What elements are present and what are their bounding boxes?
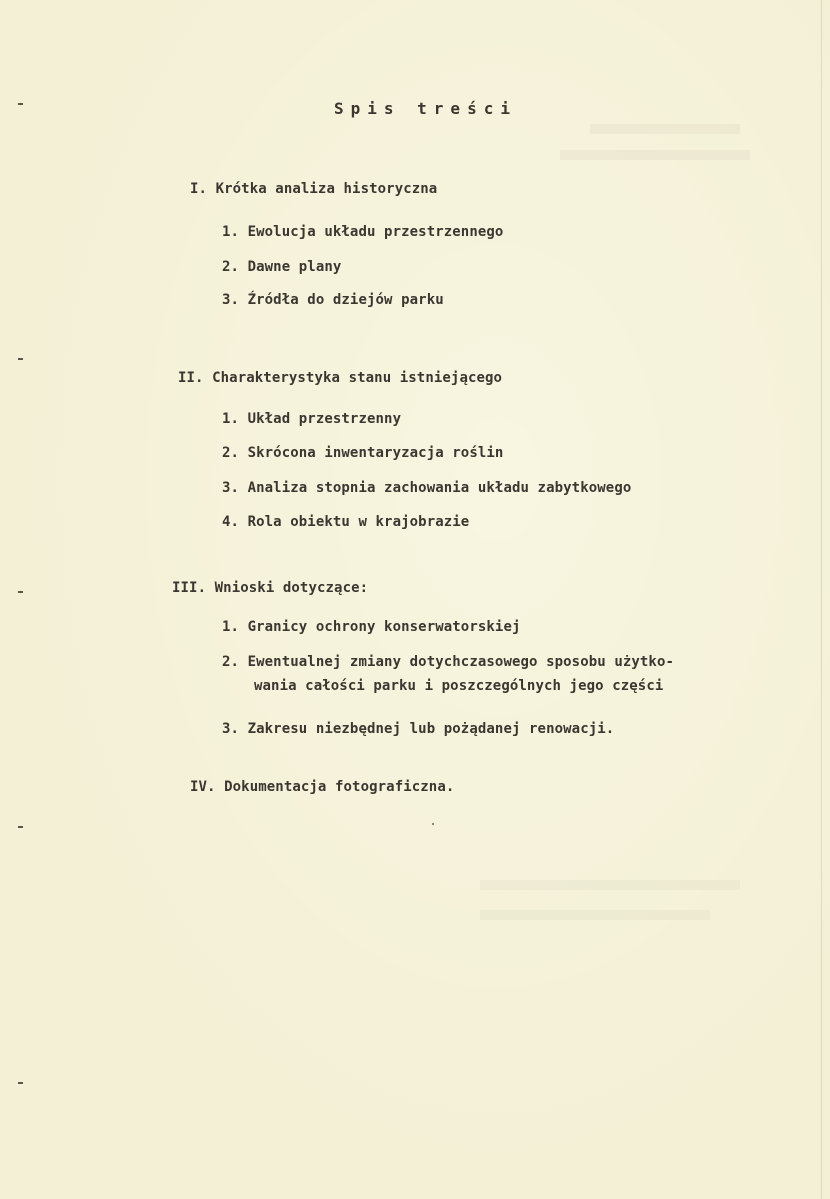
list-item: 1. Układ przestrzenny (222, 411, 402, 427)
show-through-smudge (590, 124, 740, 134)
section-heading: II. Charakterystyka stanu istniejącego (178, 370, 503, 386)
show-through-smudge (560, 150, 750, 160)
margin-mark (18, 826, 23, 828)
list-item: 1. Granicy ochrony konserwatorskiej (222, 619, 521, 635)
list-item: 2. Ewentualnej zmiany dotychczasowego sposobu użytko- (222, 654, 675, 670)
section-heading: IV. Dokumentacja fotograficzna. (190, 779, 455, 795)
page-edge (821, 0, 822, 1199)
page-title: Spis treści (334, 99, 517, 118)
speck (432, 823, 434, 825)
margin-mark (18, 103, 23, 105)
list-item: 3. Analiza stopnia zachowania układu zabytkowego (222, 480, 632, 496)
margin-mark (18, 1082, 23, 1084)
margin-mark (18, 358, 23, 360)
section-heading: III. Wnioski dotyczące: (172, 580, 369, 596)
list-item-continuation: wania całości parku i poszczególnych jego części (254, 678, 664, 694)
list-item: 2. Dawne plany (222, 259, 342, 275)
section-heading: I. Krótka analiza historyczna (190, 181, 438, 197)
list-item: 1. Ewolucja układu przestrzennego (222, 224, 504, 240)
show-through-smudge (480, 910, 710, 920)
list-item: 3. Zakresu niezbędnej lub pożądanej renowacji. (222, 721, 615, 737)
list-item: 2. Skrócona inwentaryzacja roślin (222, 445, 504, 461)
list-item: 3. Źródła do dziejów parku (222, 292, 444, 308)
show-through-smudge (480, 880, 740, 890)
margin-mark (18, 591, 23, 593)
list-item: 4. Rola obiektu w krajobrazie (222, 514, 470, 530)
